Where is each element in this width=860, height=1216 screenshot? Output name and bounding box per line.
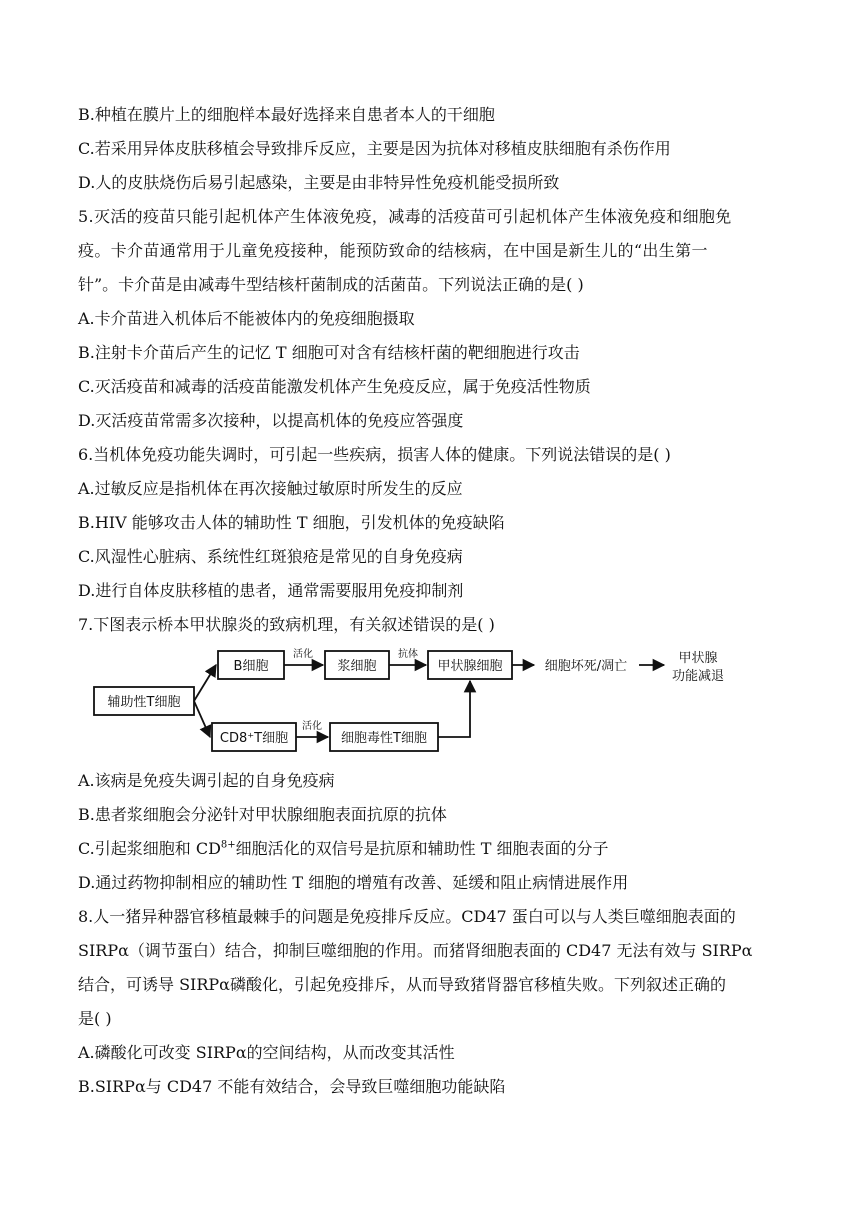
- result-label-1: 甲状腺: [678, 651, 718, 666]
- antibody-label: 抗体: [398, 649, 418, 660]
- option-7A: A.该病是免疫失调引起的自身免疫病: [78, 771, 335, 790]
- option-7D: D.通过药物抑制相应的辅助性 T 细胞的增殖有改善、延缓和阻止病情进展作用: [78, 873, 629, 892]
- death-label: 细胞坏死/凋亡: [544, 659, 628, 674]
- cd8-label: CD8⁺T细胞: [219, 731, 289, 746]
- question-8-stem-1: 8.人一猪异种器官移植最棘手的问题是免疫排斥反应。CD47 蛋白可以与人类巨噬细胞表面的: [78, 907, 736, 926]
- line-4D: D.人的皮肤烧伤后易引起感染，主要是由非特异性免疫机能受损所致: [78, 173, 560, 192]
- question-5-stem-3: 针”。卡介苗是由减毒牛型结核杆菌制成的活菌苗。下列说法正确的是( ): [78, 275, 584, 294]
- option-5D: D.灭活疫苗常需多次接种，以提高机体的免疫应答强度: [78, 411, 464, 430]
- option-7C-pre: C.引起浆细胞和 CD: [78, 839, 221, 858]
- question-6-stem: 6.当机体免疫功能失调时，可引起一些疾病，损害人体的健康。下列说法错误的是( ): [78, 445, 671, 464]
- activate-label-2: 活化: [302, 721, 322, 732]
- thyroid-label: 甲状腺细胞: [437, 659, 503, 674]
- question-8-stem-2: SIRPα（调节蛋白）结合，抑制巨噬细胞的作用。而猪肾细胞表面的 CD47 无法有效与 SIRPα: [78, 941, 753, 960]
- cytotoxic-to-thyroid-arrow: [438, 681, 470, 737]
- helper-t-label: 辅助性T细胞: [107, 695, 181, 710]
- question-8-stem-4: 是( ): [78, 1009, 112, 1028]
- option-8A: A.磷酸化可改变 SIRPα的空间结构，从而改变其活性: [78, 1043, 455, 1062]
- branch-down-arrow: [194, 701, 210, 737]
- option-5A: A.卡介苗进入机体后不能被体内的免疫细胞摄取: [78, 309, 415, 328]
- option-6D: D.进行自体皮肤移植的患者，通常需要服用免疫抑制剂: [78, 581, 464, 600]
- question-8-stem-3: 结合，可诱导 SIRPα磷酸化，引起免疫排斥，从而导致猪肾器官移植失败。下列叙述正确的: [78, 975, 726, 994]
- question-5-stem-1: 5.灭活的疫苗只能引起机体产生体液免疫，减毒的活疫苗可引起机体产生体液免疫和细胞免: [78, 207, 732, 226]
- cytotoxic-label: 细胞毒性T细胞: [341, 731, 427, 746]
- line-4B: B.种植在膜片上的细胞样本最好选择来自患者本人的干细胞: [78, 105, 495, 124]
- option-5C: C.灭活疫苗和减毒的活疫苗能激发机体产生免疫反应，属于免疫活性物质: [78, 377, 591, 396]
- option-6A: A.过敏反应是指机体在再次接触过敏原时所发生的反应: [78, 479, 463, 498]
- pathogenesis-diagram: [88, 645, 738, 757]
- branch-up-arrow: [194, 665, 216, 701]
- option-7B: B.患者浆细胞会分泌针对甲状腺细胞表面抗原的抗体: [78, 805, 447, 824]
- option-6C: C.风湿性心脏病、系统性红斑狼疮是常见的自身免疫病: [78, 547, 463, 566]
- plasma-label: 浆细胞: [337, 659, 377, 674]
- option-6B: B.HIV 能够攻击人体的辅助性 T 细胞，引发机体的免疫缺陷: [78, 513, 505, 532]
- question-7-stem: 7.下图表示桥本甲状腺炎的致病机理，有关叙述错误的是( ): [78, 615, 495, 634]
- option-7C: [78, 838, 609, 860]
- option-7C-sup: 8+: [220, 839, 236, 851]
- line-4C: C.若采用异体皮肤移植会导致排斥反应，主要是因为抗体对移植皮肤细胞有杀伤作用: [78, 139, 671, 158]
- result-label-2: 功能减退: [671, 669, 725, 684]
- question-5-stem-2: 疫。卡介苗通常用于儿童免疫接种，能预防致命的结核病，在中国是新生儿的“出生第一: [78, 241, 708, 260]
- option-5B: B.注射卡介苗后产生的记忆 T 细胞可对含有结核杆菌的靶细胞进行攻击: [78, 343, 580, 362]
- activate-label-1: 活化: [293, 649, 313, 660]
- option-8B: B.SIRPα与 CD47 不能有效结合，会导致巨噬细胞功能缺陷: [78, 1077, 506, 1096]
- b-cell-label: B细胞: [233, 659, 269, 674]
- option-7C-post: 细胞活化的双信号是抗原和辅助性 T 细胞表面的分子: [235, 839, 609, 858]
